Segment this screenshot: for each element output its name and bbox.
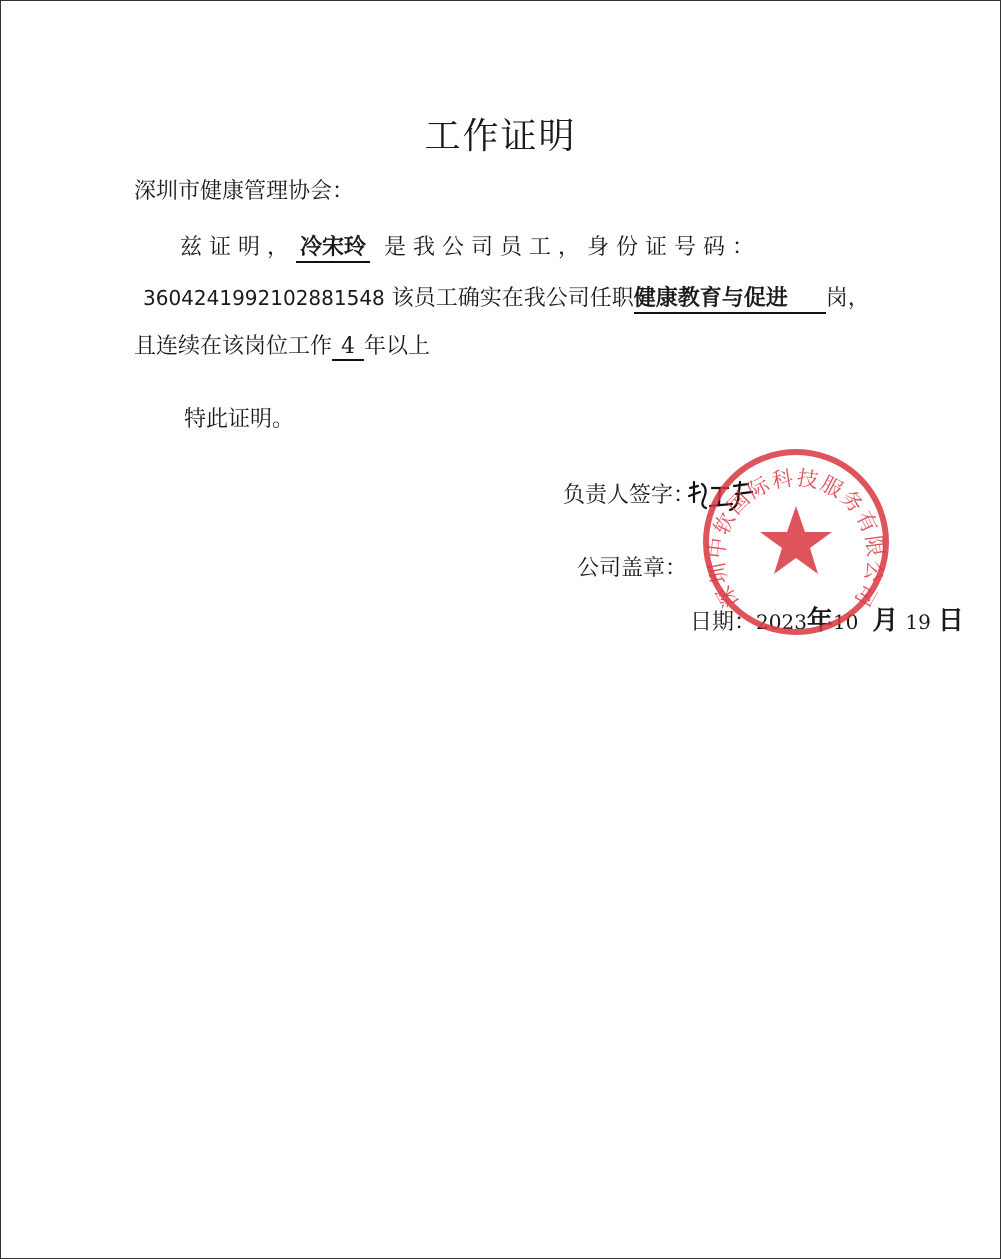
position-name: 健康教育与促进 [634, 281, 826, 314]
body-line-1 [180, 230, 761, 263]
tenure-years: 4 [332, 334, 364, 361]
company-seal [698, 444, 894, 640]
certify-prefix: 兹证明， [180, 235, 297, 260]
seal-text: 深圳中软国际科技服务有限公司 [704, 465, 888, 612]
tenure-prefix: 且连续在该岗位工作 [134, 334, 333, 359]
date-day: 19 [905, 610, 931, 634]
star-icon [760, 506, 832, 574]
date-year: 2023 [756, 610, 807, 634]
certify-suffix: 是我公司员工，身份证号码： [384, 235, 762, 260]
date-label: 日期： [690, 610, 757, 635]
tenure-suffix: 年以上 [364, 334, 431, 359]
seal-label: 公司盖章： [577, 556, 688, 581]
body-line-2 [143, 281, 870, 314]
id-number: 360424199210288​1548 [143, 286, 385, 310]
closing-statement: 特此证明。 [184, 407, 295, 432]
date-month: 10 [832, 610, 859, 634]
addressee: 深圳市健康管理协会： [134, 179, 355, 204]
body-line-3 [134, 329, 430, 361]
signature-label: 负责人签字： [563, 483, 696, 508]
employee-name: 冷宋玲 [296, 230, 370, 263]
date-month-unit: 月 [872, 606, 899, 636]
date-day-unit: 日 [937, 606, 964, 636]
position-suffix: 岗， [825, 286, 870, 311]
employment-text: 该员工确实在我公司任职 [391, 286, 634, 311]
date-year-unit: 年 [806, 606, 833, 636]
document-title: 工作证明 [424, 116, 577, 157]
